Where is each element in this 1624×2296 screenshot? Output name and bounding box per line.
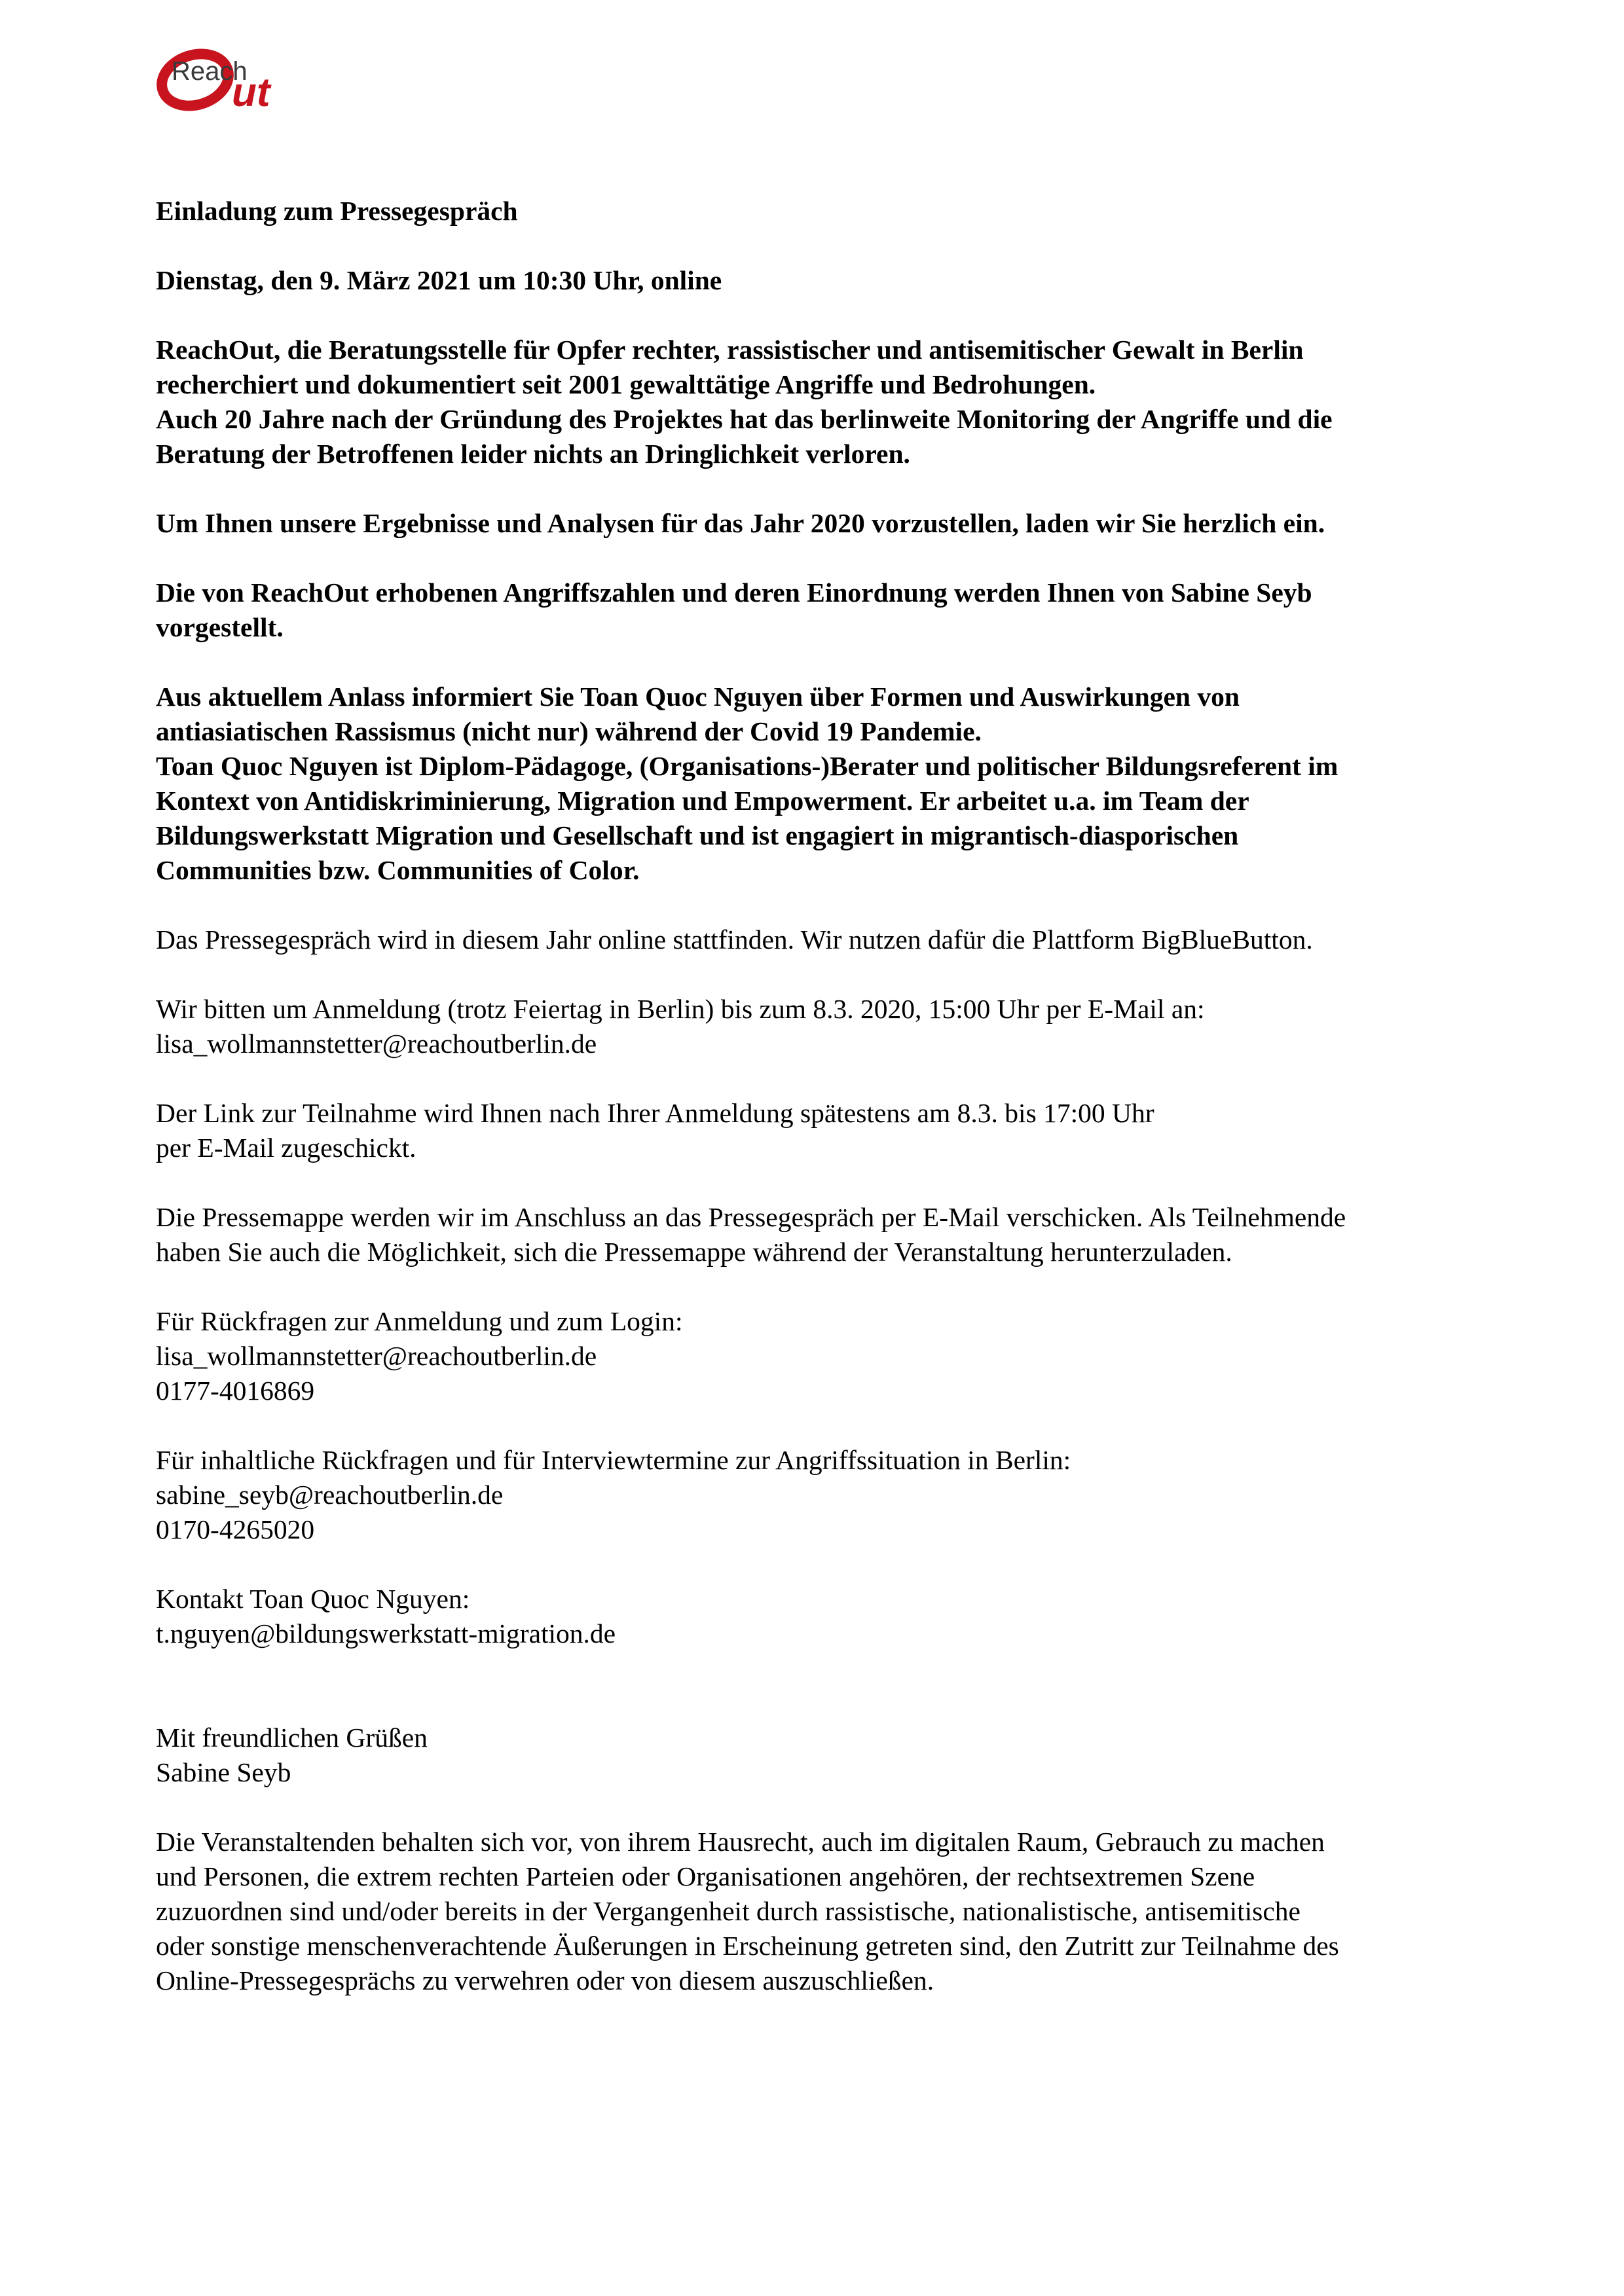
intro-line: recherchiert und dokumentiert seit 2001 gewalttätige Angriffe und Bedrohungen.: [156, 369, 1096, 399]
invite-paragraph: Um Ihnen unsere Ergebnisse und Analysen für das Jahr 2020 vorzustellen, laden wir Sie herzlich ein.: [156, 508, 1325, 538]
intro-paragraph: [156, 333, 1505, 471]
online-paragraph: Das Pressegespräch wird in diesem Jahr online stattfinden. Wir nutzen dafür die Plattform BigBlueButton.: [156, 924, 1313, 955]
guest-line: Aus aktuellem Anlass informiert Sie Toan Quoc Nguyen über Formen und Auswirkungen von: [156, 682, 1240, 712]
closing-block: [156, 1721, 1505, 1790]
disclaimer-line: Online-Pressegesprächs zu verwehren oder von diesem auszuschließen.: [156, 1965, 934, 1995]
intro-line: Beratung der Betroffenen leider nichts an Dringlichkeit verloren.: [156, 439, 910, 469]
logo-word-out: ut: [232, 70, 270, 115]
reachout-logo: [155, 41, 312, 126]
contact-login-phone: 0177-4016869: [156, 1376, 315, 1406]
guest-line: antiasiatischen Rassismus (nicht nur) während der Covid 19 Pandemie.: [156, 716, 982, 746]
link-info-paragraph: [156, 1096, 1505, 1165]
registration-line: Wir bitten um Anmeldung (trotz Feiertag in Berlin) bis zum 8.3. 2020, 15:00 Uhr per E-Mail an:: [156, 994, 1205, 1024]
date-line: Dienstag, den 9. März 2021 um 10:30 Uhr, online: [156, 265, 722, 295]
guest-line: Kontext von Antidiskriminierung, Migration und Empowerment. Er arbeitet u.a. im Team der: [156, 786, 1249, 816]
disclaimer-line: und Personen, die extrem rechten Parteien oder Organisationen angehören, der rechtsextremen Szene: [156, 1861, 1255, 1891]
letter-body: [156, 194, 1505, 1998]
contact-guest-label: Kontakt Toan Quoc Nguyen:: [156, 1584, 470, 1614]
disclaimer-line: zuzuordnen sind und/oder bereits in der Vergangenheit durch rassistische, nationalistische, antisemitische: [156, 1896, 1301, 1926]
intro-line: ReachOut, die Beratungsstelle für Opfer rechter, rassistischer und antisemitischer Gewalt in Berlin: [156, 335, 1304, 365]
closing-greeting: Mit freundlichen Grüßen: [156, 1722, 428, 1753]
press-kit-line: Die Pressemappe werden wir im Anschluss an das Pressegespräch per E-Mail verschicken. Als Teilnehmende: [156, 1202, 1346, 1232]
disclaimer-paragraph: [156, 1825, 1505, 1998]
intro-line: Auch 20 Jahre nach der Gründung des Projektes hat das berlinweite Monitoring der Angriffe und die: [156, 404, 1333, 434]
closing-signature: Sabine Seyb: [156, 1757, 291, 1787]
contact-content-email: sabine_seyb@reachoutberlin.de: [156, 1480, 504, 1510]
heading: Einladung zum Pressegespräch: [156, 196, 518, 226]
guest-line: Toan Quoc Nguyen ist Diplom-Pädagoge, (Organisations-)Berater und politischer Bildungsreferent im: [156, 751, 1338, 781]
logo-word-reach: Reach: [172, 57, 248, 86]
contact-content-block: [156, 1443, 1505, 1547]
contact-content-phone: 0170-4265020: [156, 1514, 315, 1544]
press-kit-paragraph: [156, 1200, 1505, 1269]
registration-paragraph: [156, 992, 1505, 1061]
contact-login-label: Für Rückfragen zur Anmeldung und zum Login:: [156, 1306, 683, 1336]
disclaimer-line: Die Veranstaltenden behalten sich vor, von ihrem Hausrecht, auch im digitalen Raum, Gebrauch zu machen: [156, 1827, 1325, 1857]
guest-line: Communities bzw. Communities of Color.: [156, 855, 640, 885]
presenter-line: vorgestellt.: [156, 612, 284, 642]
link-info-line: Der Link zur Teilnahme wird Ihnen nach Ihrer Anmeldung spätestens am 8.3. bis 17:00 Uhr: [156, 1098, 1154, 1128]
registration-email: lisa_wollmannstetter@reachoutberlin.de: [156, 1029, 597, 1059]
contact-content-label: Für inhaltliche Rückfragen und für Interviewtermine zur Angriffssituation in Berlin:: [156, 1445, 1071, 1475]
guest-line: Bildungswerkstatt Migration und Gesellschaft und ist engagiert in migrantisch-diasporischen: [156, 820, 1239, 850]
contact-login-block: [156, 1304, 1505, 1408]
presenter-paragraph: [156, 575, 1505, 645]
guest-paragraph: [156, 680, 1505, 888]
contact-guest-email: t.nguyen@bildungswerkstatt-migration.de: [156, 1618, 616, 1649]
press-kit-line: haben Sie auch die Möglichkeit, sich die Pressemappe während der Veranstaltung herunterzuladen.: [156, 1237, 1232, 1267]
presenter-line: Die von ReachOut erhobenen Angriffszahlen und deren Einordnung werden Ihnen von Sabine Seyb: [156, 577, 1312, 608]
contact-login-email: lisa_wollmannstetter@reachoutberlin.de: [156, 1341, 597, 1371]
disclaimer-line: oder sonstige menschenverachtende Äußerungen in Erscheinung getreten sind, den Zutritt zur Teilnahme des: [156, 1931, 1339, 1961]
link-info-line: per E-Mail zugeschickt.: [156, 1133, 416, 1163]
contact-guest-block: [156, 1582, 1505, 1651]
